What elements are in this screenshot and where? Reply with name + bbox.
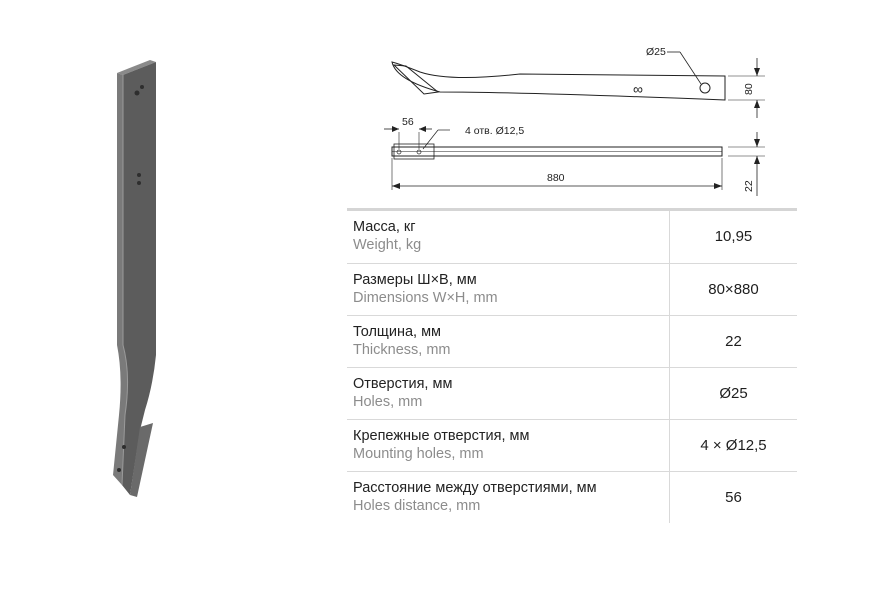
tine-side-view — [392, 62, 725, 100]
label-en: Dimensions W×H, mm — [353, 289, 498, 306]
label-en: Thickness, mm — [353, 341, 451, 358]
label-ru: Расстояние между отверстиями, мм — [353, 479, 597, 496]
spec-label — [347, 211, 670, 263]
label-en: Mounting holes, mm — [353, 445, 484, 462]
hole-diameter-label: Ø25 — [646, 46, 666, 58]
spec-label — [347, 367, 670, 419]
spec-label — [347, 419, 670, 471]
spec-value: Ø25 — [670, 367, 798, 419]
hole-spacing-label: 56 — [402, 116, 414, 128]
spec-row-holes-distance — [347, 471, 797, 523]
label-ru: Отверстия, мм — [353, 375, 453, 392]
spec-value: 4 × Ø12,5 — [670, 419, 798, 471]
specifications-table — [347, 211, 797, 523]
mounting-holes-label: 4 отв. Ø12,5 — [465, 125, 525, 137]
spec-row-weight — [347, 211, 797, 263]
spec-label — [347, 263, 670, 315]
spec-label — [347, 315, 670, 367]
width-dimension: 80 — [743, 83, 755, 95]
label-ru: Размеры Ш×В, мм — [353, 271, 477, 288]
label-ru: Крепежные отверстия, мм — [353, 427, 530, 444]
spec-value: 56 — [725, 488, 742, 506]
technical-drawing — [380, 40, 770, 200]
spec-row-thickness — [347, 315, 797, 367]
spec-label — [347, 471, 670, 523]
spec-row-mounting-holes — [347, 419, 797, 471]
infinity-mark: ∞ — [633, 81, 643, 97]
product-image — [95, 55, 175, 505]
main-hole — [700, 83, 710, 93]
label-ru: Толщина, мм — [353, 323, 442, 340]
thickness-dimension: 22 — [743, 180, 755, 192]
label-ru: Масса, кг — [353, 219, 416, 236]
spec-value: 22 — [670, 315, 798, 367]
label-en: Holes distance, mm — [353, 497, 481, 514]
spec-row-dimensions — [347, 263, 797, 315]
label-en: Weight, kg — [353, 237, 422, 254]
spec-row-holes — [347, 367, 797, 419]
length-dimension: 880 — [547, 172, 565, 184]
spec-value: 10,95 — [670, 211, 798, 263]
spec-value: 80×880 — [670, 263, 798, 315]
label-en: Holes, mm — [353, 393, 423, 410]
